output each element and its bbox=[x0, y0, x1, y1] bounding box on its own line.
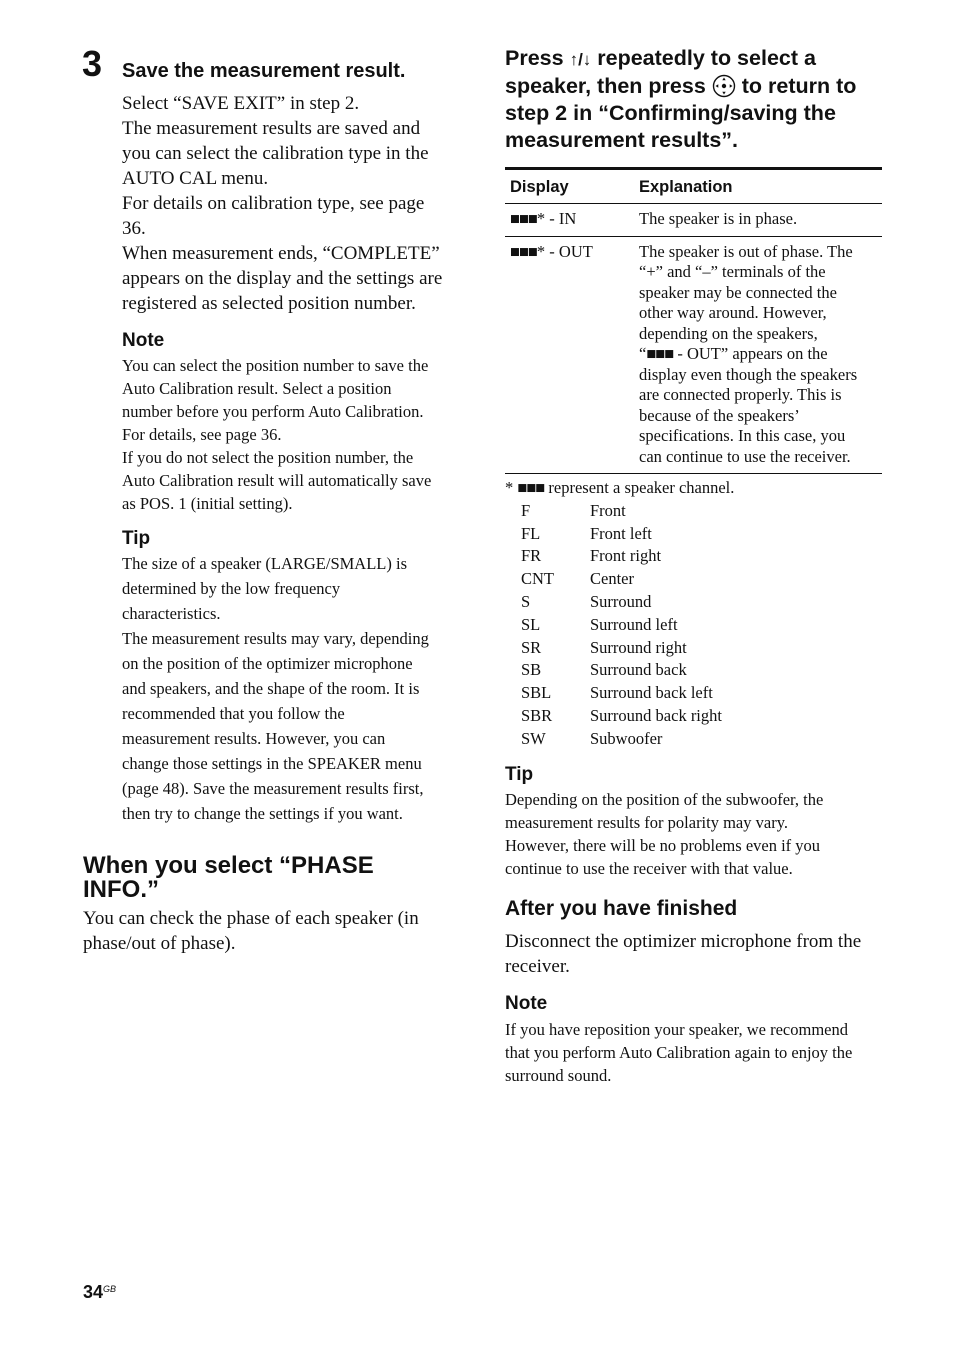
legend-abbr: SB bbox=[521, 660, 542, 680]
after-finished-heading: After you have finished bbox=[505, 897, 738, 920]
note-heading: Note bbox=[122, 330, 165, 351]
text-line: “■■■ - OUT” appears on the bbox=[639, 344, 828, 363]
legend-name: Front bbox=[590, 500, 626, 520]
table-cell-explanation bbox=[639, 237, 882, 474]
text-line: that you perform Auto Calibration again to enjoy the bbox=[505, 1043, 853, 1062]
section-title-phase-info bbox=[83, 854, 463, 902]
table-row bbox=[505, 204, 882, 237]
legend-name: Subwoofer bbox=[590, 728, 663, 748]
table-header-row bbox=[505, 170, 882, 204]
legend-abbr: SBR bbox=[521, 705, 553, 725]
legend-abbr: CNT bbox=[521, 569, 554, 589]
after-finished-body bbox=[505, 929, 890, 979]
legend-name: Surround bbox=[590, 591, 652, 611]
text-line: The speaker is out of phase. The bbox=[639, 241, 853, 261]
enter-button-icon bbox=[712, 74, 736, 98]
text-line: You can check the phase of each speaker (in bbox=[83, 908, 419, 929]
text-line: appears on the display and the settings are bbox=[122, 268, 443, 289]
legend-intro: * ■■■ represent a speaker channel. bbox=[505, 477, 885, 500]
legend-name: Surround left bbox=[590, 614, 678, 634]
text-line: For details on calibration type, see page bbox=[122, 193, 425, 214]
table-cell-display bbox=[505, 237, 639, 474]
text-line: The measurement results may vary, depending bbox=[122, 629, 429, 648]
legend-name: Center bbox=[590, 569, 634, 589]
text-line: If you do not select the position number, the bbox=[122, 448, 414, 467]
legend-abbr: SR bbox=[521, 637, 542, 657]
legend-abbr: S bbox=[521, 591, 531, 611]
legend-item bbox=[505, 591, 885, 614]
text-line: If you have reposition your speaker, we recommend bbox=[505, 1020, 848, 1039]
legend-abbr: SL bbox=[521, 614, 541, 634]
text-line: speaker may be connected the bbox=[639, 282, 837, 302]
up-down-arrow-icon: ↑/↓ bbox=[569, 50, 592, 69]
legend-item bbox=[505, 637, 885, 660]
text-line: When measurement ends, “COMPLETE” bbox=[122, 243, 440, 264]
instruction-text: Press bbox=[505, 46, 570, 70]
legend-item bbox=[505, 545, 885, 568]
legend-name: Surround back right bbox=[590, 705, 722, 725]
legend-name: Surround right bbox=[590, 637, 687, 657]
text-line: number before you perform Auto Calibration. bbox=[122, 402, 424, 421]
legend-item bbox=[505, 728, 885, 751]
tip-body bbox=[122, 551, 467, 826]
legend-abbr: SBL bbox=[521, 683, 552, 703]
note-body bbox=[122, 354, 467, 515]
text-line: can continue to use the receiver. bbox=[639, 446, 851, 466]
legend-name: Surround back left bbox=[590, 683, 713, 703]
text-line: “+” and “–” terminals of the bbox=[639, 262, 826, 281]
text-line: characteristics. bbox=[122, 604, 221, 623]
text-line: For details, see page 36. bbox=[122, 425, 282, 444]
text-line: are connected properly. This is bbox=[639, 385, 842, 404]
step-title: Save the measurement result. bbox=[122, 60, 406, 82]
speaker-channel-blocks: ■■■ bbox=[517, 478, 545, 497]
legend-item bbox=[505, 500, 885, 523]
right-tip-body bbox=[505, 788, 885, 880]
text-line: change those settings in the SPEAKER menu bbox=[122, 754, 422, 773]
text-line: recommended that you follow the bbox=[122, 704, 345, 723]
text-line: receiver. bbox=[505, 956, 570, 977]
text-line: Auto Calibration result will automatically save bbox=[122, 471, 432, 490]
instruction-heading bbox=[505, 45, 895, 154]
text-line: display even though the speakers bbox=[639, 364, 858, 384]
legend-item bbox=[505, 682, 885, 705]
text-line: registered as selected position number. bbox=[122, 293, 416, 314]
phase-table bbox=[505, 167, 882, 474]
instruction-line: step 2 in “Confirming/saving the bbox=[505, 101, 836, 125]
section-title-line: INFO.” bbox=[83, 876, 159, 903]
text-line: Depending on the position of the subwoofer, the bbox=[505, 790, 824, 809]
text-line: and speakers, and the shape of the room. It is bbox=[122, 679, 420, 698]
table-header-display: Display bbox=[510, 178, 569, 196]
text-line: measurement results. However, you can bbox=[122, 729, 386, 748]
instruction-text: speaker, then press bbox=[505, 74, 712, 98]
legend-name: Surround back bbox=[590, 660, 687, 680]
tip-heading: Tip bbox=[122, 528, 151, 549]
instruction-line bbox=[505, 73, 895, 100]
instruction-line bbox=[505, 45, 895, 73]
text-line: continue to use the receiver with that value. bbox=[505, 859, 793, 878]
table-header-explanation: Explanation bbox=[639, 178, 733, 196]
page-number-value: 34 bbox=[83, 1282, 104, 1302]
table-row bbox=[505, 237, 882, 475]
legend-abbr: F bbox=[521, 500, 531, 520]
right-note-heading: Note bbox=[505, 993, 548, 1014]
text-line: You can select the position number to save the bbox=[122, 356, 429, 375]
table-cell-explanation bbox=[639, 204, 882, 236]
legend-item bbox=[505, 614, 885, 637]
right-note-body bbox=[505, 1018, 890, 1087]
text-line: other way around. However, bbox=[639, 303, 827, 322]
text-line: on the position of the optimizer microphone bbox=[122, 654, 413, 673]
speaker-channel-blocks: ■■■ bbox=[510, 209, 537, 228]
text-line: phase/out of phase). bbox=[83, 933, 236, 954]
text-line: determined by the low frequency bbox=[122, 579, 341, 598]
text-line: However, there will be no problems even if you bbox=[505, 836, 821, 855]
legend-abbr: SW bbox=[521, 728, 546, 748]
text-line: depending on the speakers, bbox=[639, 323, 818, 343]
text-line: you can select the calibration type in the bbox=[122, 143, 429, 164]
page-number bbox=[83, 1282, 116, 1303]
speaker-channel-blocks: ■■■ bbox=[510, 241, 537, 261]
text-line: because of the speakers’ bbox=[639, 405, 800, 425]
region-code: GB bbox=[103, 1284, 117, 1294]
instruction-line: measurement results”. bbox=[505, 128, 739, 152]
text-line: surround sound. bbox=[505, 1066, 612, 1085]
channel-legend bbox=[505, 477, 885, 751]
legend-item bbox=[505, 705, 885, 728]
text-line: as POS. 1 (initial setting). bbox=[122, 494, 293, 513]
section-title-line: When you select “PHASE bbox=[83, 852, 374, 879]
legend-name: Front left bbox=[590, 523, 652, 543]
legend-intro-text: represent a speaker channel. bbox=[548, 478, 735, 497]
text-line: measurement results for polarity may vary. bbox=[505, 813, 789, 832]
text-line: Auto Calibration result. Select a position bbox=[122, 379, 392, 398]
phase-info-body bbox=[83, 906, 468, 956]
step-body bbox=[122, 91, 472, 316]
text-line: The measurement results are saved and bbox=[122, 118, 421, 139]
text-line: AUTO CAL menu. bbox=[122, 168, 269, 189]
text-line: specifications. In this case, you bbox=[639, 426, 846, 445]
text-line: Disconnect the optimizer microphone from the bbox=[505, 931, 862, 952]
legend-item bbox=[505, 523, 885, 546]
text-line: then try to change the settings if you want. bbox=[122, 804, 403, 823]
display-suffix: * - OUT bbox=[536, 241, 593, 261]
legend-abbr: FR bbox=[521, 546, 542, 566]
instruction-text: to return to bbox=[735, 74, 857, 98]
step-number: 3 bbox=[82, 43, 103, 84]
text-line: (page 48). Save the measurement results first, bbox=[122, 779, 424, 798]
legend-item bbox=[505, 568, 885, 591]
text-line: The size of a speaker (LARGE/SMALL) is bbox=[122, 554, 408, 573]
legend-name: Front right bbox=[590, 546, 662, 566]
legend-abbr: FL bbox=[521, 523, 541, 543]
legend-item bbox=[505, 659, 885, 682]
text-line: 36. bbox=[122, 218, 146, 239]
display-suffix: * - IN bbox=[536, 209, 577, 228]
speaker-channel-blocks: ■■■ bbox=[646, 344, 674, 363]
instruction-text: repeatedly to select a bbox=[591, 46, 816, 70]
text-line: Select “SAVE EXIT” in step 2. bbox=[122, 93, 360, 114]
right-tip-heading: Tip bbox=[505, 764, 534, 785]
table-cell-display bbox=[505, 204, 639, 236]
text-fragment: - OUT” appears on the bbox=[677, 344, 828, 363]
text-line: The speaker is in phase. bbox=[639, 209, 798, 228]
